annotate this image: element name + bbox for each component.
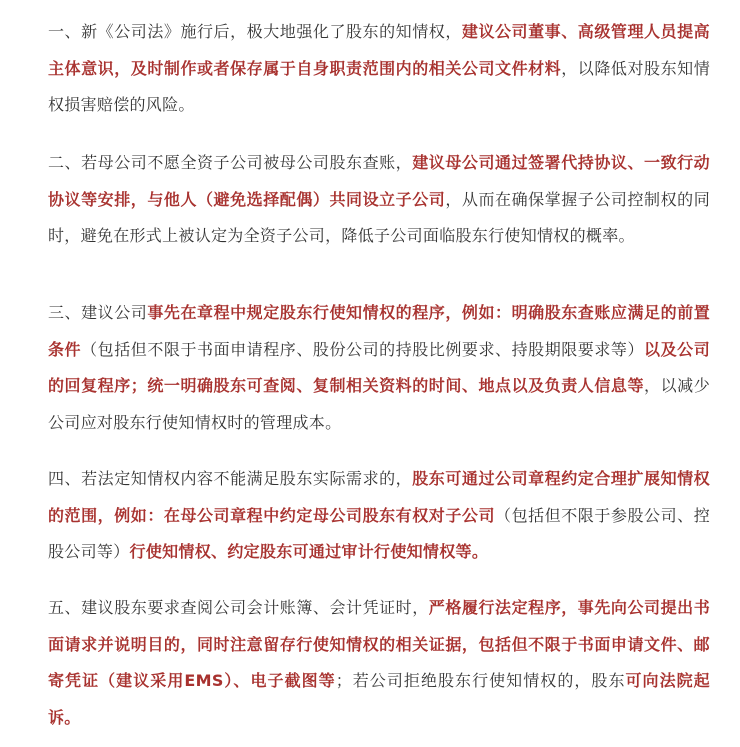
paragraph-2: [48, 145, 710, 255]
para3-highlight-2: 以及公司的回复程序；统一明确股东可查阅、复制相关资料的时间、地点以及负责人信息等: [48, 339, 710, 395]
para3-text-2: （包括但不限于书面申请程序、股份公司的持股比例要求、持股期限要求等）: [81, 339, 645, 359]
paragraph-5: [48, 590, 710, 736]
para2-text-2: ，从而在确保掌握子公司控制权的同时，避免在形式上被认定为全资子公司，降低子公司面临股东行使知情权的概率。: [48, 189, 711, 245]
para4-highlight-2: 行使知情权、约定股东可通过审计行使知情权等。: [129, 542, 489, 561]
para5-text-2: ；若公司拒绝股东行使知情权的，股东: [335, 671, 626, 690]
paragraph-3: [48, 295, 710, 441]
para2-text-1: 二、若母公司不愿全资子公司被母公司股东查账，: [48, 153, 413, 172]
para4-text-1: 四、若法定知情权内容不能满足股东实际需求的，: [48, 469, 413, 488]
para5-highlight-2: 可向法院起诉。: [48, 671, 710, 727]
para4-text-2: （包括但不限于参股公司、控股公司等）: [48, 505, 710, 561]
paragraph-4: [48, 461, 710, 571]
para5-highlight-1: 严格履行法定程序，事先向公司提出书面请求并说明目的，同时注意留存行使知情权的相关证据，包括但不限于书面申请文件、邮寄凭证（建议采用EMS）、电子截图等: [48, 598, 710, 690]
para2-highlight-1: 建议母公司通过签署代持协议、一致行动协议等安排，与他人（避免选择配偶）共同设立子公司: [48, 153, 710, 209]
para3-text-1: 三、建议公司: [48, 303, 148, 322]
para3-text-3: ，以减少公司应对股东行使知情权时的管理成本。: [48, 376, 710, 432]
para1-text-2: ，以降低对股东知情权损害赔偿的风险。: [48, 58, 710, 114]
para4-highlight-1: 股东可通过公司章程约定合理扩展知情权的范围，例如：在母公司章程中约定母公司股东有权对子公司: [48, 469, 710, 525]
paragraph-1: [48, 14, 710, 124]
para5-text-1: 五、建议股东要求查阅公司会计账簿、会计凭证时，: [48, 598, 429, 617]
para1-text-1: 一、新《公司法》施行后，极大地强化了股东的知情权，: [48, 22, 462, 41]
para1-highlight-1: 建议公司董事、高级管理人员提高主体意识，及时制作或者保存属于自身职责范围内的相关公司文件材料: [48, 22, 710, 78]
para3-highlight-1: 事先在章程中规定股东行使知情权的程序，例如：明确股东查账应满足的前置条件: [48, 303, 710, 359]
